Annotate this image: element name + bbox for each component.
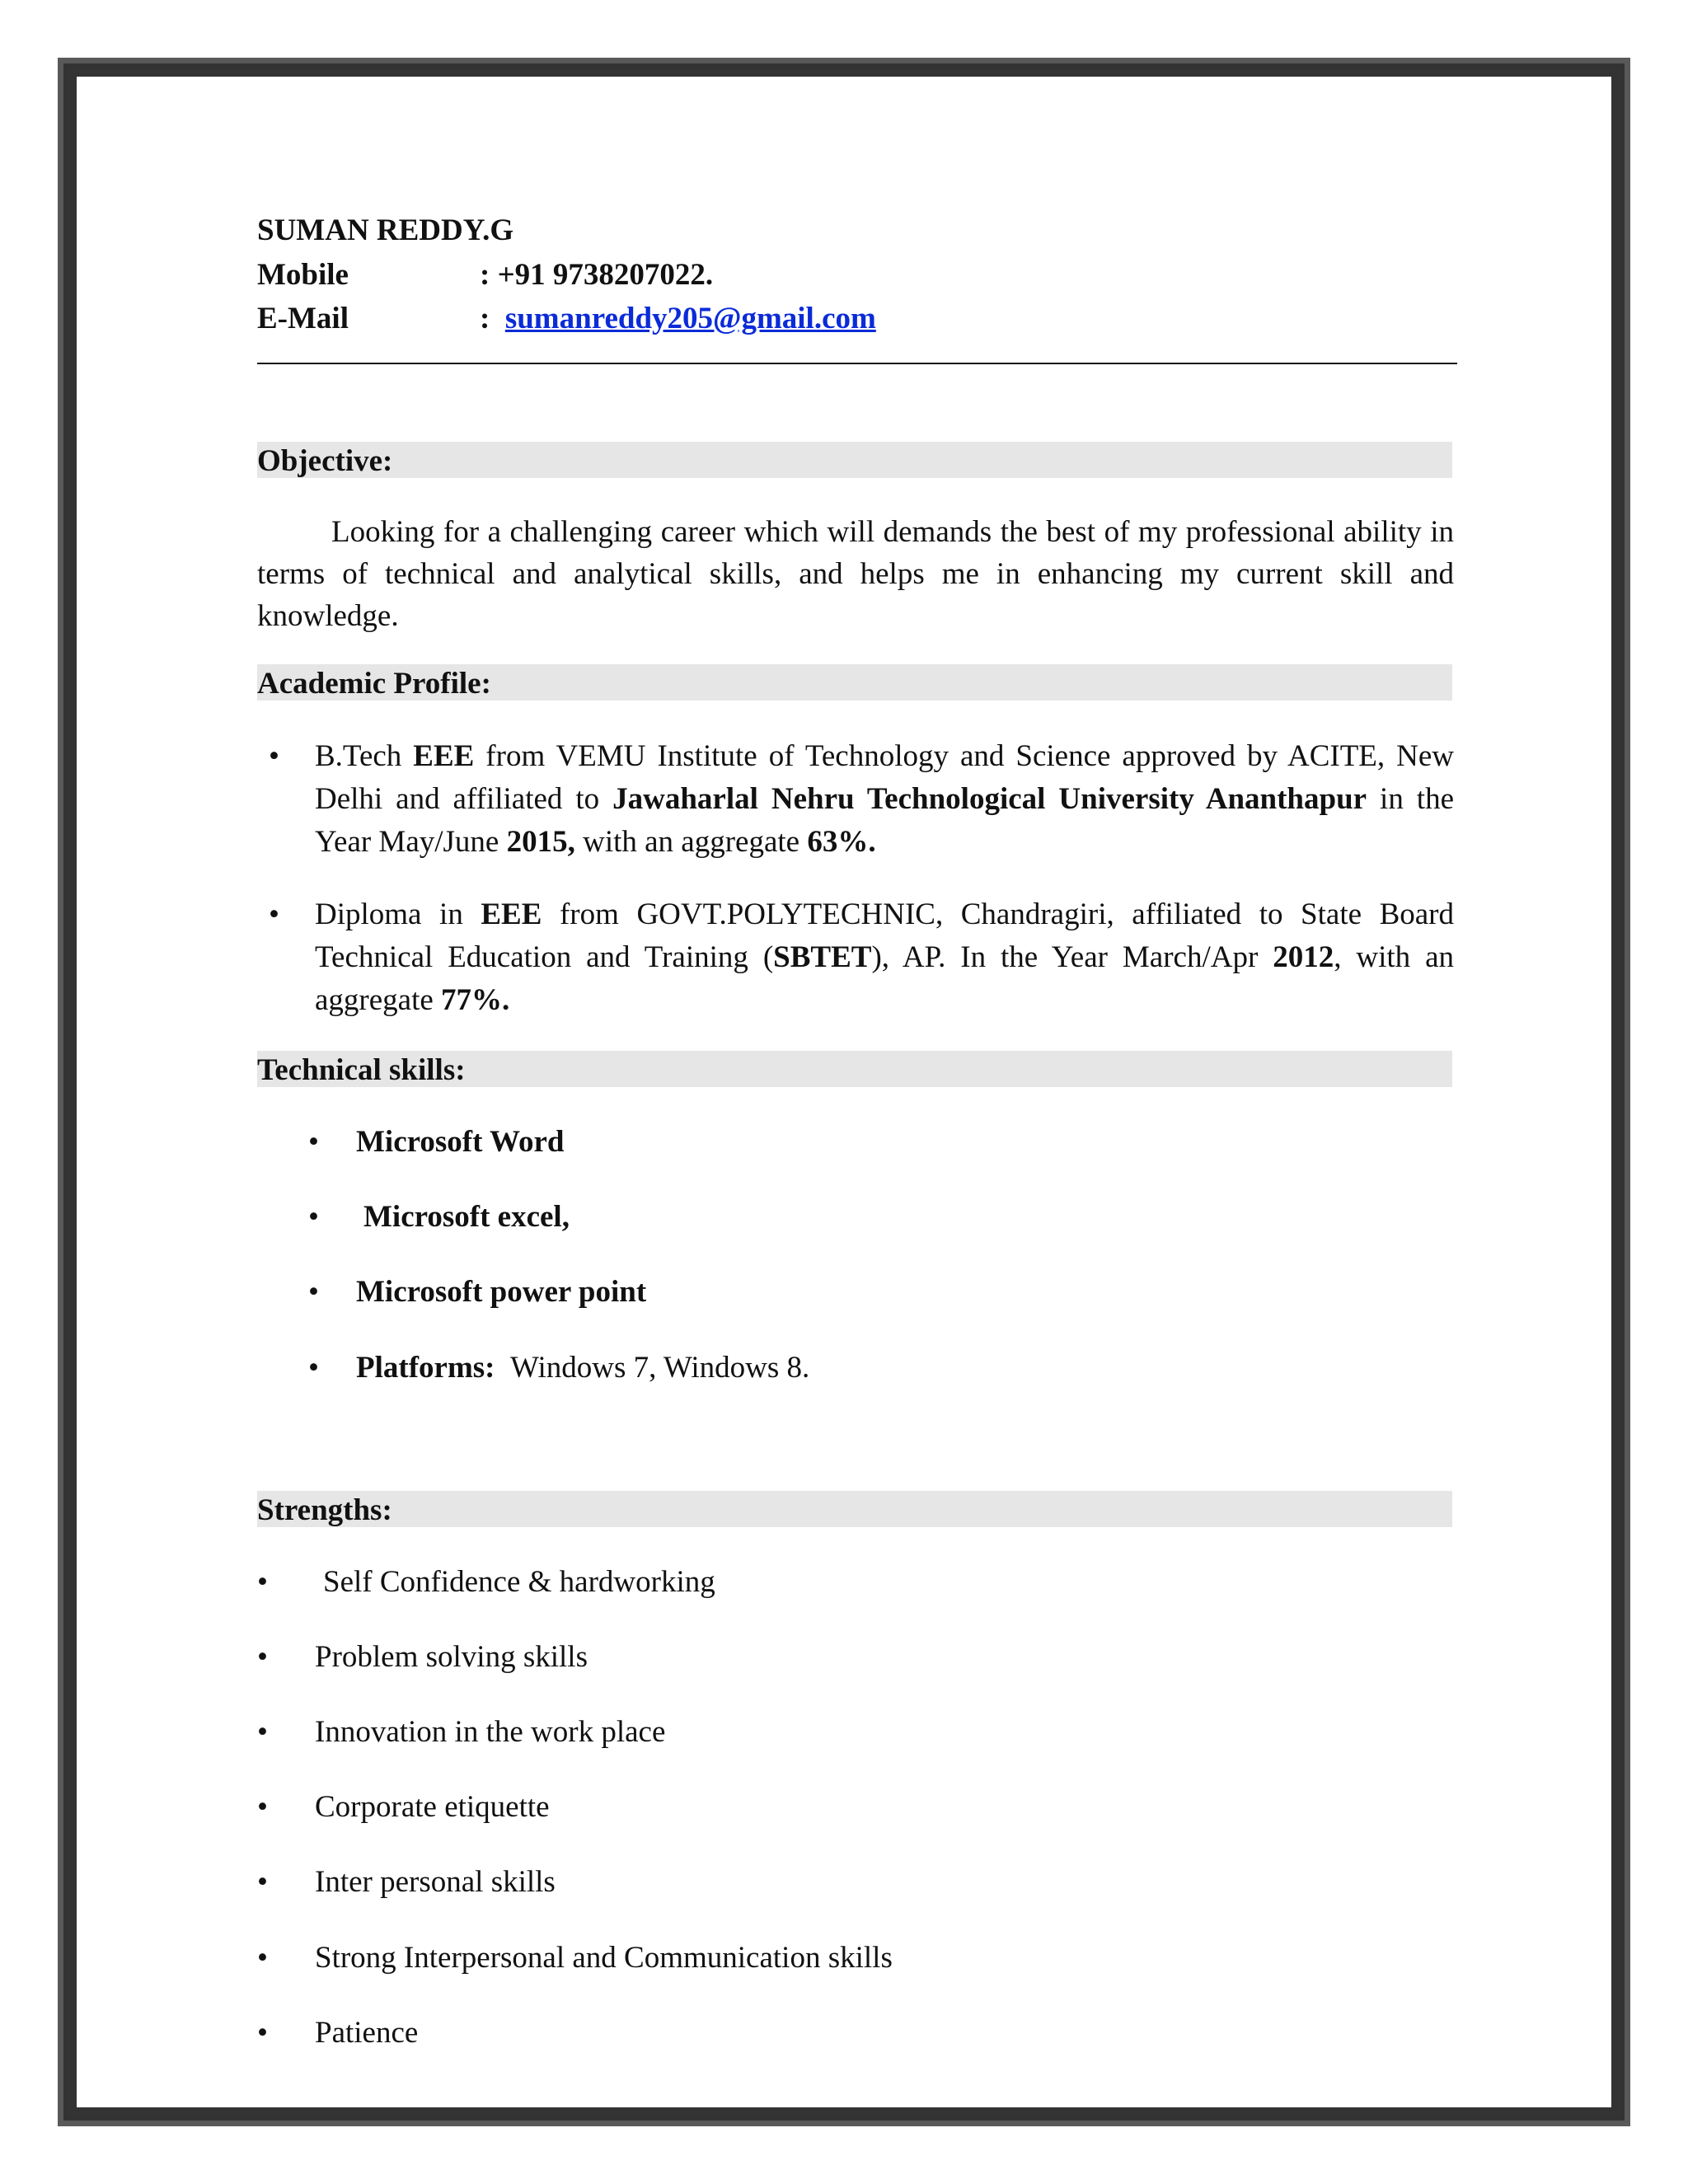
bullet-icon: • (257, 1865, 268, 1899)
skill-item: Microsoft excel, (363, 1200, 570, 1234)
academic-title: Academic Profile: (257, 667, 491, 701)
bullet-icon: • (257, 1790, 268, 1824)
bullet-icon: • (308, 1351, 319, 1385)
email-link[interactable]: sumanreddy205@gmail.com (504, 302, 876, 335)
bullet-icon: • (257, 1715, 268, 1749)
email-separator: : (480, 302, 490, 335)
strength-item: Innovation in the work place (315, 1715, 666, 1749)
bullet-icon: • (257, 1941, 268, 1975)
objective-text: Looking for a challenging career which will demands the best of my professional ability in terms of technical and analytical skills, and helps me in enhancing my current skill and knowledge. (257, 515, 1454, 633)
strengths-title: Strengths: (257, 1493, 392, 1527)
skill-item: Microsoft Word (356, 1125, 565, 1159)
strength-item: Inter personal skills (315, 1865, 556, 1899)
bullet-icon: • (257, 1640, 268, 1674)
bullet-icon: • (308, 1200, 319, 1234)
strength-item: Patience (315, 2016, 419, 2050)
bullet-icon: • (269, 739, 279, 773)
bullet-icon: • (269, 898, 279, 931)
email-row (257, 301, 876, 336)
skill-item: Microsoft power point (356, 1275, 647, 1309)
strengths-bar (257, 1491, 1452, 1527)
mobile-label: Mobile (257, 258, 349, 292)
strength-item: Corporate etiquette (315, 1790, 550, 1824)
objective-bar (257, 442, 1452, 478)
email-label: E-Mail (257, 302, 349, 335)
bullet-icon: • (308, 1125, 319, 1159)
platforms-item: Platforms: Windows 7, Windows 8. (356, 1351, 810, 1385)
candidate-name: SUMAN REDDY.G (257, 213, 514, 247)
bullet-icon: • (308, 1275, 319, 1309)
bullet-icon: • (257, 1565, 268, 1599)
bullet-icon: • (257, 2016, 268, 2050)
academic-item-btech: B.Tech EEE from VEMU Institute of Technology and Science approved by ACITE, New Delhi and affiliated to Jawaharlal Nehru Technological University Ananthapur in the Year May/June 2015, with an aggregate 63%. (315, 739, 1455, 859)
academic-item-diploma: Diploma in EEE from GOVT.POLYTECHNIC, Chandragiri, affiliated to State Board Technical Education and Training (SBTET), AP. In the Year March/Apr 2012, with an aggregate 77%. (315, 898, 1455, 1017)
objective-title: Objective: (257, 444, 393, 478)
strength-item: Problem solving skills (315, 1640, 588, 1674)
mobile-value: : +91 9738207022. (480, 258, 714, 292)
strength-item: Self Confidence & hardworking (323, 1565, 715, 1599)
header-divider (257, 363, 1457, 364)
technical-title: Technical skills: (257, 1053, 466, 1087)
strength-item: Strong Interpersonal and Communication skills (315, 1941, 893, 1975)
mobile-row (257, 257, 713, 293)
page-border (58, 58, 1630, 2126)
